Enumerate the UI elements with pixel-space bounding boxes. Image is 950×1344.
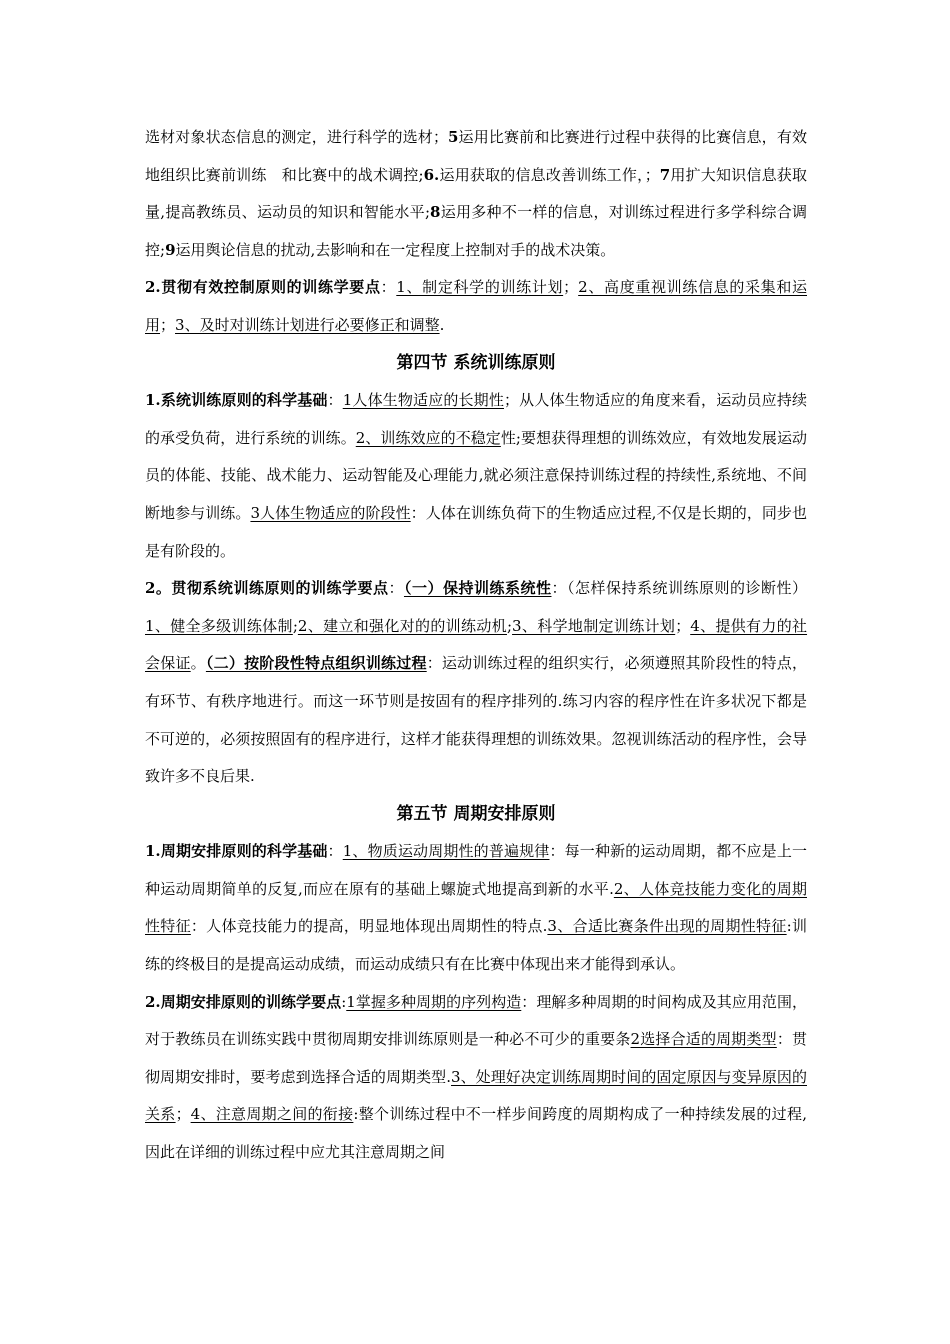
text-run: ：（怎样保持系统训练原则的诊断性） (551, 579, 807, 598)
underlined-point: 2、建立和强化对的的训练动机 (297, 616, 507, 635)
underlined-point: 4、注意周期之间的衔接 (190, 1105, 354, 1124)
text-run: ： (388, 579, 404, 598)
item-number: 8 (430, 203, 441, 222)
paragraph-information-use (145, 119, 807, 269)
underlined-point: 3、及时对训练计划进行必要修正和调整 (175, 315, 440, 334)
paragraph-control-principle-points (145, 269, 807, 344)
paragraph-system-training-points (145, 570, 807, 796)
paragraph-lead: 2.贯彻有效控制原则的训练学要点 (145, 278, 381, 297)
text-run: 用扩大知识信息获取量,提高教练员、运动员的知识和智能水平; (145, 165, 807, 222)
underlined-point: 1掌握多种周期的序列构造 (346, 992, 522, 1011)
text-run: 运用多种不一样的信息，对训练过程进行多学科综合调控; (145, 203, 807, 259)
text-run: ：理解多种周期的时间构成及其应用范围，对于教练员在训练实践中贯彻周期安排训练原则是一种必不可少的重要条 (145, 992, 807, 1049)
text-run: ：人体竞技能力的提高，明显地体现出周期性的特点. (190, 917, 548, 936)
text-run: 运用获取的信息改善训练工作，； (439, 165, 660, 184)
paragraph-lead: 2。贯彻系统训练原则的训练学要点 (145, 579, 389, 598)
text-run: ； (175, 1105, 191, 1124)
underlined-point: 2、高度重视训练信息的采集和运用 (145, 278, 807, 334)
paragraph-lead: 2.周期安排原则的训练学要点 (145, 992, 342, 1011)
text-run: ：运动训练过程的组织实行，必须遵照其阶段性的特点，有环节、有秩序地进行。而这一环节则是按固有的程序排列的.练习内容的程序性在许多状况下都是不可逆的，必须按照固有的程序进行，这样才能获得理想的训练效果。忽视训练活动的程序性，会导致许多不良后果. (145, 654, 807, 786)
underlined-point: 3、处理好决定训练周期时间的固定原因与变异原因的关系 (145, 1067, 807, 1124)
item-number: 7 (659, 165, 671, 184)
bold-underlined-point: （一）保持训练系统性 (403, 579, 552, 598)
underlined-point: 2、训练效应的不稳定 (355, 428, 501, 447)
text-run: ：人体在训练负荷下的生物适应过程,不仅是长期的，同步也是有阶段的。 (145, 503, 807, 560)
underlined-point: 3、科学地制定训练计划 (512, 616, 676, 635)
underlined-point: 1、物质运动周期性的普遍规律 (342, 842, 550, 861)
underlined-point: 4、提供有力的社会保证 (145, 616, 808, 673)
paragraph-periodic-basis (145, 833, 807, 983)
text-run: ：每一种新的运动周期，都不应是上一种运动周期简单的反复,而应在原有的基础上螺旋式地提高到新的水平. (145, 842, 807, 898)
bold-underlined-point: （二）按阶段性特点组织训练过程 (205, 654, 427, 673)
text-run: ; (506, 616, 513, 635)
text-run: ；从人体生物适应的角度来看，运动员应持续的承受负荷，进行系统的训练。 (145, 391, 807, 447)
text-run: ； (160, 315, 176, 334)
document-page (145, 119, 807, 1172)
text-run: : (341, 992, 347, 1011)
underlined-point: 3人体生物适应的阶段性 (250, 503, 411, 522)
underlined-point: 3、合适比赛条件出现的周期性特征 (547, 917, 787, 936)
underlined-point: 1、健全多级训练体制 (145, 616, 293, 635)
underlined-point: 1、制定科学的训练计划 (396, 278, 564, 297)
underlined-point: 2选择合适的周期类型 (630, 1030, 777, 1049)
section-heading-5: 第五节 周期安排原则 (396, 803, 556, 824)
text-run: ； (563, 278, 579, 297)
paragraph-periodic-points (145, 984, 807, 1172)
text-run: ； (675, 616, 691, 635)
underlined-point: 2、人体竞技能力变化的周期性特征 (145, 879, 807, 936)
text-run: :整个训练过程中不一样步间跨度的周期构成了一种持续发展的过程,因此在详细的训练过程中应尤其注意周期之间 (145, 1105, 808, 1162)
item-number: 6. (423, 165, 440, 184)
text-run: . (439, 315, 445, 334)
text-run: ： (327, 842, 343, 861)
text-run: 选材对象状态信息的测定，进行科学的选材； (145, 128, 448, 146)
item-number: 9 (165, 240, 176, 259)
text-run: ： (327, 391, 343, 410)
text-run: ; (292, 616, 298, 635)
section-heading-4: 第四节 系统训练原则 (396, 352, 556, 373)
text-run: ： (380, 278, 397, 297)
text-run: 运用舆论信息的扰动,去影响和在一定程度上控制对手的战术决策。 (175, 240, 616, 259)
text-run: 运用比赛前和比赛进行过程中获得的比赛信息，有效地组织比赛前训练 和比赛中的战术调控; (145, 128, 807, 184)
text-run: 。 (190, 654, 206, 673)
paragraph-system-training-basis (145, 382, 807, 570)
text-run: :训练的终极目的是提高运动成绩，而运动成绩只有在比赛中体现出来才能得到承认。 (145, 917, 807, 974)
text-run: 性;要想获得理想的训练效应，有效地发展运动员的体能、技能、战术能力、运动智能及心理能力,就必须注意保持训练过程的持续性,系统地、不间断地参与训练。 (145, 428, 807, 522)
paragraph-lead: 1.周期安排原则的科学基础 (145, 842, 328, 861)
item-number: 5 (447, 128, 459, 146)
paragraph-lead: 1.系统训练原则的科学基础 (145, 391, 328, 410)
text-run: ：贯彻周期安排时，要考虑到选择合适的周期类型. (145, 1030, 807, 1086)
underlined-point: 1人体生物适应的长期性 (342, 391, 504, 410)
